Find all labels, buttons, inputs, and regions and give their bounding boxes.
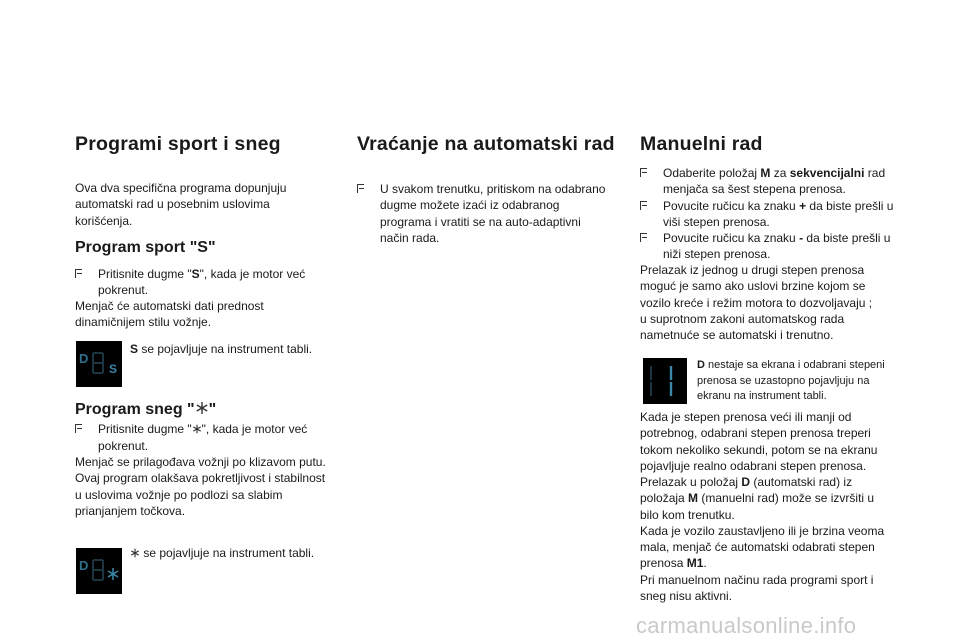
snowflake-icon (192, 422, 202, 438)
snowflake-icon (130, 546, 140, 562)
heading-program-snow: Program sneg " " (75, 401, 217, 418)
snow-display-graphic (76, 548, 122, 594)
snowflake-icon (108, 568, 118, 580)
snowflake-icon (195, 401, 209, 420)
instrument-display-sport (76, 341, 122, 387)
sport-display-graphic (76, 341, 122, 387)
manual-display-note: D nestaje sa ekrana i odabrani stepeni prenosa se uzastopno pojavljuju na ekranu na instrument tabli. (697, 359, 885, 402)
section-title-manual: Manuelni rad (640, 133, 763, 155)
bullet-arrow-icon (640, 168, 647, 177)
manual-shift-description: Prelazak iz jednog u drugi stepen prenosa moguć je samo ako uslovi brzine kojom se vozilo kreće i režim motora to dozvoljavaju ; u suprotnom zakoni automatskog rada nametnuće se automatski i trenutno. (640, 263, 873, 343)
bullet-arrow-icon (75, 424, 82, 433)
bullet-text: U svakom trenutku, pritiskom na odabrano dugme možete izaći iz odabranog programa i vratiti se na auto-adaptivni način rada. (380, 182, 606, 245)
gear-letter-d: D (79, 558, 89, 573)
intro-line: Ova dva specifična programa dopunjuju (75, 181, 287, 195)
section-title-return-automatic: Vraćanje na automatski rad (357, 133, 615, 155)
sport-display-note: S se pojavljuje na instrument tabli. (130, 342, 313, 356)
sport-description: Menjač će automatski dati prednost dinamičnijem stilu vožnje. (75, 299, 264, 330)
heading-program-sport: Program sport "S" (75, 239, 216, 256)
intro-line: automatski rad u posebnim uslovima (75, 197, 270, 212)
gear-digit-value: 1 (643, 358, 644, 359)
bullet-text: Pritisnite dugme "S", kada je motor već pokrenut. (98, 267, 306, 298)
watermark: carmanualsonline.info (636, 613, 857, 638)
manual-display-graphic (643, 358, 687, 404)
instrument-display-manual (643, 358, 687, 404)
snow-description: Menjač se prilagođava vožnji po klizavom putu. Ovaj program olakšava pokretljivost i stabilnost u uslovima vožnje po podlozi sa slabim prianjanjem točkova. (75, 455, 326, 518)
bullet-arrow-icon (640, 233, 647, 242)
mode-letter-s: S (109, 362, 118, 376)
intro-text (75, 180, 286, 229)
gear-letter-d: D (79, 351, 89, 366)
bullet-text: Povucite ručicu ka znaku + da biste prešli u viši stepen prenosa. (663, 199, 894, 230)
intro-line: korišćenja. (75, 213, 133, 228)
section-title-sport-snow: Programi sport i sneg (75, 133, 281, 155)
bullet-text: Odaberite položaj M za sekvencijalni rad menjača sa šest stepena prenosa. (663, 166, 886, 197)
manual-gear-flash-text: Kada je stepen prenosa veći ili manji od potrebnog, odabrani stepen prenosa treperi tokom nekoliko sekundi, potom se na ekranu pojavljuje realno odabrani stepen prenosa. (640, 410, 878, 473)
dim-segment-digit-icon (93, 560, 103, 580)
snow-display-note: se pojavljuje na instrument tabli. (130, 545, 314, 562)
bullet-text: Povucite ručicu ka znaku - da biste prešli u niži stepen prenosa. (663, 231, 891, 262)
bullet-arrow-icon (640, 201, 647, 210)
instrument-display-snow (76, 548, 122, 594)
bullet-text: Pritisnite dugme " ", kada je motor već pokrenut. (98, 422, 308, 454)
bullet-arrow-icon (75, 269, 82, 278)
bullet-arrow-icon (357, 184, 364, 193)
dim-segment-digit-icon (93, 353, 103, 373)
manual-mode-switch-text: Prelazak u položaj D (automatski rad) iz položaja M (manuelni rad) može se izvršiti u bilo kom trenutku. Kada je vozilo zaustavljeno ili je brzina veoma mala, menjač će automatski odabrati stepen prenosa M1. Pri manuelnom načinu rada programi sport i sneg nisu aktivni. (640, 475, 885, 604)
